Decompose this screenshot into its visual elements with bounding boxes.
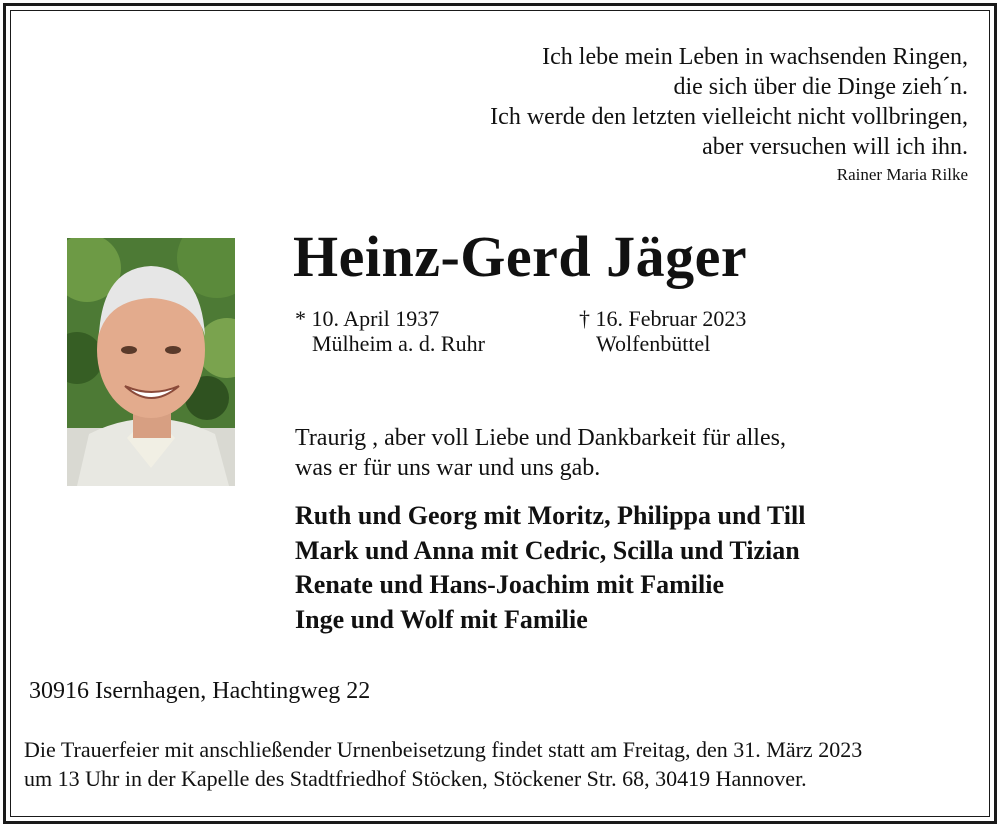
tribute-line: Traurig , aber voll Liebe und Dankbarkeit für alles, xyxy=(295,425,786,451)
service-line: Die Trauerfeier mit anschließender Urnenbeisetzung findet statt am Freitag, den 31. März 2023 xyxy=(24,737,863,762)
address: 30916 Isernhagen, Hachtingweg 22 xyxy=(29,678,371,704)
poem xyxy=(490,42,968,162)
family-line: Inge und Wolf mit Familie xyxy=(295,604,588,634)
tribute-line: was er für uns war und uns gab. xyxy=(295,455,601,481)
family-line: Renate und Hans-Joachim mit Familie xyxy=(295,570,724,599)
death-info xyxy=(579,306,746,356)
tribute-text xyxy=(295,423,786,483)
portrait-illustration xyxy=(67,238,235,486)
poem-author: Rainer Maria Rilke xyxy=(836,165,968,184)
birth-date: * 10. April 1937 xyxy=(295,306,440,331)
family-list xyxy=(295,499,805,637)
poem-line: Ich lebe mein Leben in wachsenden Ringen, xyxy=(542,44,968,70)
poem-line: Ich werde den letzten vielleicht nicht vollbringen, xyxy=(490,104,968,130)
death-date: † 16. Februar 2023 xyxy=(579,306,747,331)
service-info xyxy=(24,735,862,793)
birth-place: Mülheim a. d. Ruhr xyxy=(312,331,485,356)
family-line: Ruth und Georg mit Moritz, Philippa und Till xyxy=(295,501,806,530)
birth-info xyxy=(295,306,485,356)
deceased-name: Heinz-Gerd Jäger xyxy=(293,224,748,289)
service-line: um 13 Uhr in der Kapelle des Stadtfriedhof Stöcken, Stöckener Str. 68, 30419 Hannover. xyxy=(24,766,807,791)
portrait-photo xyxy=(67,238,235,486)
poem-line: die sich über die Dinge zieh´n. xyxy=(673,74,968,100)
family-line: Mark und Anna mit Cedric, Scilla und Tizian xyxy=(295,535,800,565)
poem-line: aber versuchen will ich ihn. xyxy=(702,134,968,160)
death-place: Wolfenbüttel xyxy=(596,331,711,356)
